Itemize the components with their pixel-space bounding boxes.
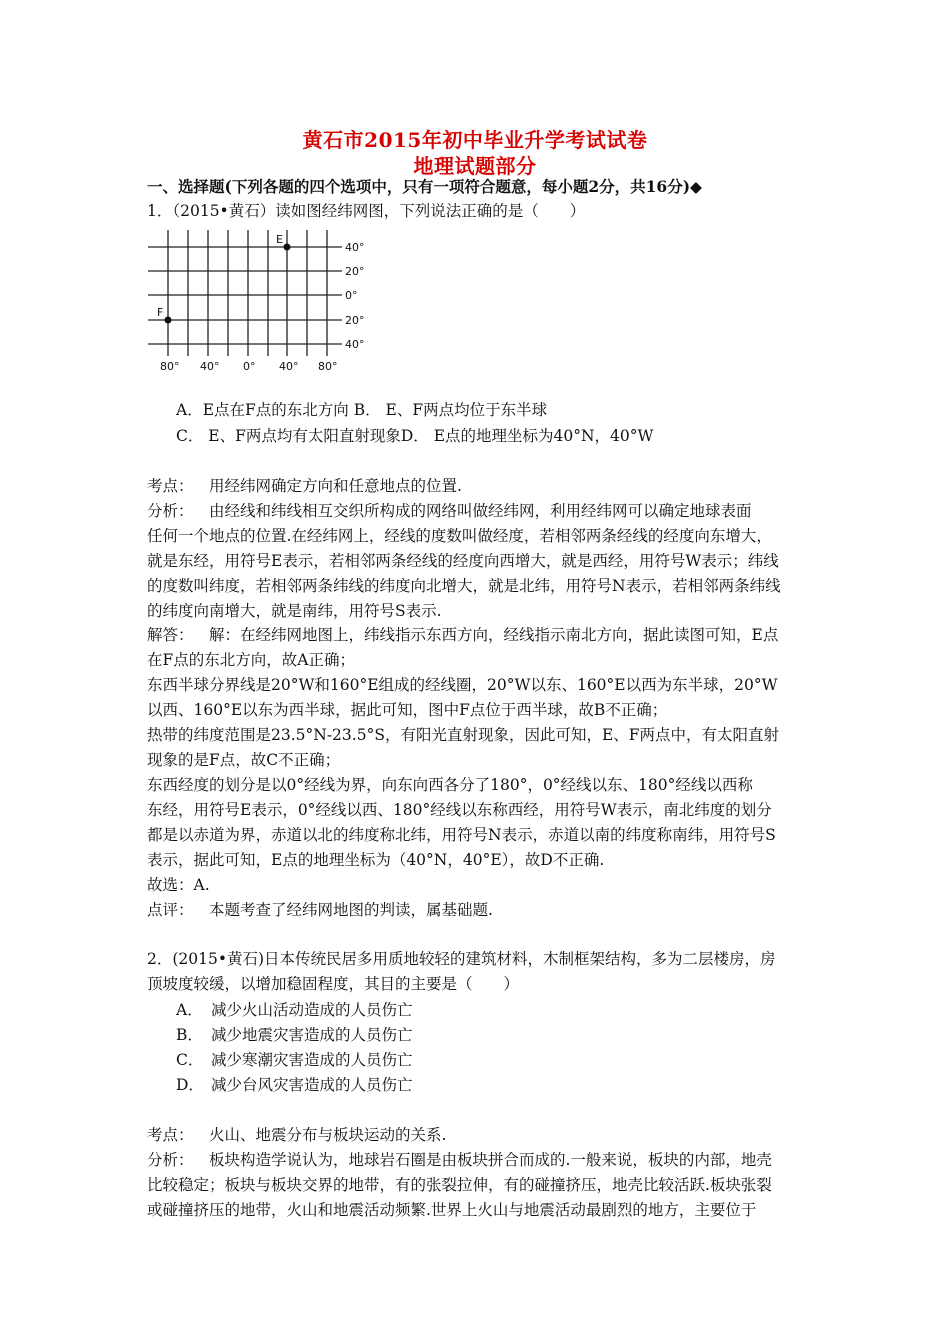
doc-subtitle: 地理试题部分: [413, 154, 537, 178]
paragraph-line: 就是东经，用符号E表示，若相邻两条经线的经度向西增大，就是西经，用符号W表示；纬线: [147, 552, 779, 570]
question-1-options-cd: C． E、F两点均有太阳直射现象D． E点的地理坐标为40°N，40°W: [176, 427, 654, 445]
dianping-text: 本题考查了经纬网地图的判读，属基础题.: [209, 901, 493, 919]
fenxi-text: 由经线和纬线相互交织所构成的网络叫做经纬网，利用经纬网可以确定地球表面: [209, 502, 752, 520]
question-2-stem: 2．(2015•黄石)日本传统民居多用质地较轻的建筑材料，木制框架结构，多为二层楼房，房: [147, 950, 776, 968]
jieda-row: [147, 624, 778, 646]
paragraph-line: 在F点的东北方向，故A正确；: [147, 651, 355, 669]
paragraph-line: 的纬度向南增大，就是南纬，用符号S表示.: [147, 602, 442, 620]
paragraph-line: 任何一个地点的位置.在经纬网上，经线的度数叫做经度，若相邻两条经线的经度向东增大，: [147, 527, 772, 545]
lon-label: 80°: [318, 360, 338, 373]
question-2-option-a: A． 减少火山活动造成的人员伤亡: [176, 1001, 413, 1019]
paragraph-line: 东经，用符号E表示，0°经线以西、180°经线以东称西经，用符号W表示，南北纬度的划分: [147, 801, 772, 819]
dianping-label: 点评：: [147, 901, 194, 919]
point-e-label: E: [276, 233, 283, 246]
paragraph-line: 都是以赤道为界，赤道以北的纬度称北纬，用符号N表示，赤道以南的纬度称南纬，用符号S: [147, 826, 776, 844]
jieda-text: 解：在经纬网地图上，纬线指示东西方向，经线指示南北方向，据此读图可知，E点: [209, 626, 779, 644]
section-heading: 一、选择题(下列各题的四个选项中，只有一项符合题意，每小题2分，共16分)◆: [147, 177, 702, 196]
question-2-option-c: C． 减少寒潮灾害造成的人员伤亡: [176, 1051, 413, 1069]
lat-long-grid-figure: [146, 226, 386, 374]
answer-line: 故选：A.: [147, 876, 210, 894]
question-1-options-ab: A．E点在F点的东北方向 B． E、F两点均位于东半球: [176, 401, 548, 419]
lat-label: 0°: [345, 289, 358, 302]
paragraph-line: 或碰撞挤压的地带，火山和地震活动频繁.世界上火山与地震活动最剧烈的地方，主要位于: [147, 1201, 757, 1219]
fenxi-label: 分析：: [147, 502, 194, 520]
paragraph-line: 东西经度的划分是以0°经线为界，向东向西各分了180°，0°经线以东、180°经线以西称: [147, 776, 753, 794]
question-2-option-b: B． 减少地震灾害造成的人员伤亡: [176, 1026, 413, 1044]
lat-label: 20°: [345, 314, 365, 327]
kaodian-row: [147, 475, 462, 497]
fenxi-label: 分析：: [147, 1151, 194, 1169]
jieda-label: 解答：: [147, 626, 194, 644]
paragraph-line: 比较稳定；板块与板块交界的地带，有的张裂拉伸，有的碰撞挤压，地壳比较活跃.板块张裂: [147, 1176, 772, 1194]
point-f-marker: [165, 317, 172, 324]
paragraph-line: 现象的是F点，故C不正确；: [147, 751, 341, 769]
question-2-stem-cont: 顶坡度较缓，以增加稳固程度，其目的主要是（ ）: [147, 975, 520, 993]
lat-label: 20°: [345, 265, 365, 278]
fenxi-row-2: [147, 1149, 772, 1171]
fenxi-row: [147, 500, 752, 522]
paragraph-line: 东西半球分界线是20°W和160°E组成的经线圈，20°W以东、160°E以西为东半球，20°W: [147, 676, 778, 694]
question-1-stem: 1．（2015•黄石）读如图经纬网图，下列说法正确的是（ ）: [147, 202, 586, 220]
point-f-label: F: [157, 306, 164, 319]
paragraph-line: 以西、160°E以东为西半球，据此可知，图中F点位于西半球，故B不正确；: [147, 701, 668, 719]
dianping-row: [147, 899, 493, 921]
question-2-option-d: D． 减少台风灾害造成的人员伤亡: [176, 1076, 413, 1094]
kaodian-label: 考点：: [147, 477, 194, 495]
doc-title: 黄石市2015年初中毕业升学考试试卷: [302, 128, 648, 152]
paragraph-line: 的度数叫纬度，若相邻两条纬线的纬度向北增大，就是北纬，用符号N表示，若相邻两条纬线: [147, 577, 781, 595]
lon-label: 80°: [160, 360, 180, 373]
fenxi-text: 板块构造学说认为，地球岩石圈是由板块拼合而成的.一般来说，板块的内部，地壳: [209, 1151, 772, 1169]
paragraph-line: 热带的纬度范围是23.5°N-23.5°S，有阳光直射现象，因此可知，E、F两点中，有太阳直射: [147, 726, 780, 744]
kaodian-text: 用经纬网确定方向和任意地点的位置.: [209, 477, 462, 495]
paragraph-line: 表示，据此可知，E点的地理坐标为（40°N，40°E），故D不正确.: [147, 851, 605, 869]
lat-label: 40°: [345, 241, 365, 254]
kaodian-text: 火山、地震分布与板块运动的关系.: [209, 1126, 447, 1144]
point-e-marker: [284, 244, 291, 251]
lon-label: 40°: [200, 360, 220, 373]
kaodian-row-2: [147, 1124, 446, 1146]
lon-label: 0°: [243, 360, 256, 373]
kaodian-label: 考点：: [147, 1126, 194, 1144]
lat-label: 40°: [345, 338, 365, 351]
lon-label: 40°: [279, 360, 299, 373]
